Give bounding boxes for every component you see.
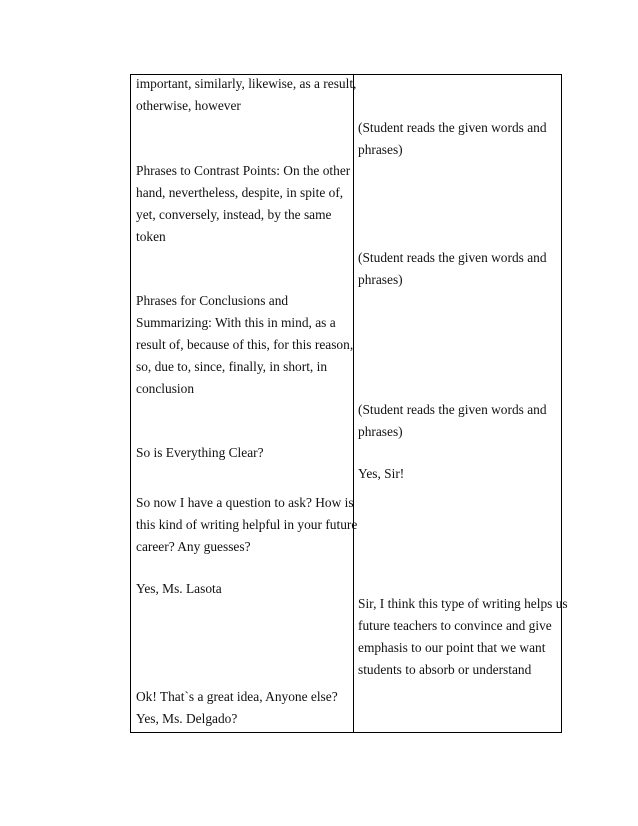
teacher-text-line: Phrases to Contrast Points: On the other	[136, 163, 351, 178]
teacher-text-line: Yes, Ms. Delgado?	[136, 711, 238, 726]
student-text-line: future teachers to convince and give	[358, 618, 552, 633]
student-text-line: students to absorb or understand	[358, 662, 532, 677]
teacher-text-line: yet, conversely, instead, by the same	[136, 207, 332, 222]
student-text-line: (Student reads the given words and	[358, 402, 547, 417]
column-divider	[353, 75, 354, 732]
student-text-line: phrases)	[358, 142, 403, 157]
teacher-text-line: token	[136, 229, 166, 244]
teacher-text-line: result of, because of this, for this reason,	[136, 337, 354, 352]
teacher-text-line: conclusion	[136, 381, 195, 396]
student-text-line: (Student reads the given words and	[358, 120, 547, 135]
student-text-line: Yes, Sir!	[358, 466, 405, 481]
teacher-text-line: hand, nevertheless, despite, in spite of,	[136, 185, 344, 200]
teacher-text-line: So now I have a question to ask? How is	[136, 495, 354, 510]
teacher-text-line: important, similarly, likewise, as a result,	[136, 76, 357, 91]
teacher-text-line: Yes, Ms. Lasota	[136, 581, 222, 596]
teacher-text-line: so, due to, since, finally, in short, in	[136, 359, 328, 374]
student-text-line: emphasis to our point that we want	[358, 640, 546, 655]
student-text-line: phrases)	[358, 424, 403, 439]
student-text-line: Sir, I think this type of writing helps us	[358, 596, 568, 611]
teacher-text-line: Summarizing: With this in mind, as a	[136, 315, 336, 330]
teacher-text-line: Ok! That`s a great idea, Anyone else?	[136, 689, 338, 704]
student-text-line: phrases)	[358, 272, 403, 287]
teacher-text-line: Phrases for Conclusions and	[136, 293, 289, 308]
teacher-text-line: this kind of writing helpful in your future	[136, 517, 358, 532]
teacher-text-line: otherwise, however	[136, 98, 241, 113]
student-text-line: (Student reads the given words and	[358, 250, 547, 265]
teacher-text-line: So is Everything Clear?	[136, 445, 264, 460]
teacher-text-line: career? Any guesses?	[136, 539, 251, 554]
